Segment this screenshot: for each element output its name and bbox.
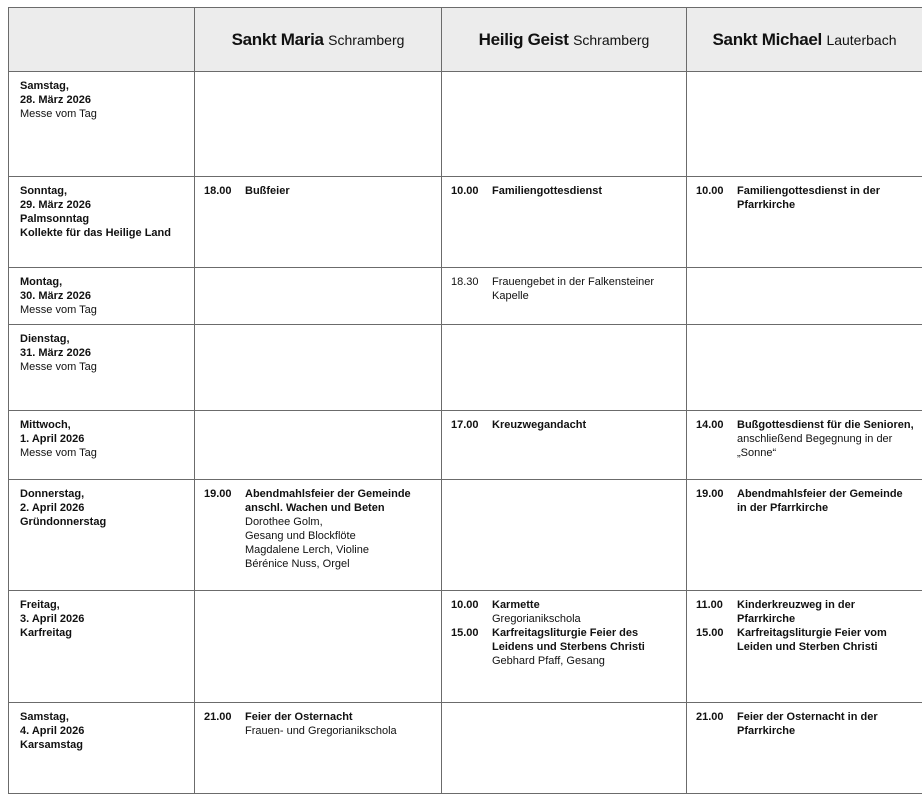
service-cell-content bbox=[195, 325, 441, 332]
date-cell-content bbox=[9, 411, 194, 460]
occasion: Karfreitag bbox=[20, 626, 186, 640]
service-entry bbox=[204, 184, 433, 198]
date: 2. April 2026 bbox=[20, 501, 186, 515]
date: 31. März 2026 bbox=[20, 346, 186, 360]
date-cell-content bbox=[9, 703, 194, 752]
service-cell-geist bbox=[442, 268, 687, 325]
service-entry bbox=[696, 418, 914, 460]
service-title: Bußgottesdienst für die Senioren, bbox=[737, 418, 914, 432]
service-entry bbox=[451, 418, 678, 432]
service-cell-geist bbox=[442, 480, 687, 591]
day-name: Samstag, bbox=[20, 710, 186, 724]
occasion: Gründonnerstag bbox=[20, 515, 186, 529]
service-cell-content bbox=[195, 703, 441, 738]
service-body bbox=[492, 184, 678, 198]
service-cell-content bbox=[687, 325, 922, 332]
service-time: 15.00 bbox=[451, 626, 492, 668]
service-body bbox=[737, 184, 914, 212]
service-cell-content bbox=[687, 177, 922, 212]
mass-note: Messe vom Tag bbox=[20, 303, 186, 317]
service-time: 21.00 bbox=[204, 710, 245, 738]
service-time: 10.00 bbox=[696, 184, 737, 212]
service-cell-content bbox=[195, 591, 441, 598]
service-cell-geist bbox=[442, 703, 687, 794]
service-title: Abendmahlsfeier der Gemeinde in der Pfarrkirche bbox=[737, 487, 914, 515]
day-name: Sonntag, bbox=[20, 184, 186, 198]
church-name: Sankt Michael bbox=[713, 30, 822, 49]
date: 4. April 2026 bbox=[20, 724, 186, 738]
service-time: 15.00 bbox=[696, 626, 737, 654]
service-cell-content bbox=[687, 591, 922, 654]
schedule-table bbox=[8, 7, 922, 794]
service-time: 18.00 bbox=[204, 184, 245, 198]
service-title: Karfreitagsliturgie Feier des Leidens und Sterbens Christi bbox=[492, 626, 678, 654]
day-row bbox=[9, 177, 922, 268]
service-cell-geist bbox=[442, 177, 687, 268]
service-cell-content bbox=[195, 268, 441, 275]
service-cell-content bbox=[442, 703, 686, 710]
date-cell bbox=[9, 268, 195, 325]
service-cell-michael bbox=[687, 480, 922, 591]
service-title: Karmette bbox=[492, 598, 678, 612]
service-cell-content bbox=[687, 268, 922, 275]
service-time: 19.00 bbox=[204, 487, 245, 571]
service-body bbox=[492, 275, 678, 303]
service-title: Kinderkreuzweg in der Pfarrkirche bbox=[737, 598, 914, 626]
service-entry bbox=[696, 626, 914, 654]
date: 28. März 2026 bbox=[20, 93, 186, 107]
service-body bbox=[737, 626, 914, 654]
service-time: 18.30 bbox=[451, 275, 492, 303]
service-cell-content bbox=[442, 325, 686, 332]
service-time: 14.00 bbox=[696, 418, 737, 460]
service-cell-content bbox=[195, 177, 441, 198]
service-body bbox=[245, 184, 433, 198]
service-title: Familiengottesdienst bbox=[492, 184, 678, 198]
service-cell-maria bbox=[195, 591, 442, 703]
service-detail: Dorothee Golm, bbox=[245, 515, 433, 529]
service-entry bbox=[696, 487, 914, 515]
service-cell-maria bbox=[195, 703, 442, 794]
service-cell-geist bbox=[442, 411, 687, 480]
service-title: Abendmahlsfeier der Gemeinde anschl. Wachen und Beten bbox=[245, 487, 433, 515]
date-cell-content bbox=[9, 591, 194, 640]
service-cell-maria bbox=[195, 480, 442, 591]
service-cell-content bbox=[195, 480, 441, 571]
date-cell-content bbox=[9, 72, 194, 121]
mass-note: Messe vom Tag bbox=[20, 107, 186, 121]
date-cell bbox=[9, 325, 195, 411]
service-cell-content bbox=[442, 480, 686, 487]
service-cell-michael bbox=[687, 72, 922, 177]
date-cell bbox=[9, 72, 195, 177]
service-cell-content bbox=[687, 480, 922, 515]
service-title: Feier der Osternacht bbox=[245, 710, 433, 724]
service-cell-michael bbox=[687, 177, 922, 268]
day-row bbox=[9, 72, 922, 177]
service-detail: Frauen- und Gregorianikschola bbox=[245, 724, 433, 738]
service-entry bbox=[204, 710, 433, 738]
service-entry bbox=[696, 710, 914, 738]
service-cell-maria bbox=[195, 325, 442, 411]
service-entry bbox=[451, 626, 678, 668]
service-cell-content bbox=[442, 591, 686, 668]
service-cell-content bbox=[442, 411, 686, 432]
date-cell-content bbox=[9, 268, 194, 317]
service-body bbox=[737, 418, 914, 460]
service-cell-michael bbox=[687, 325, 922, 411]
day-name: Samstag, bbox=[20, 79, 186, 93]
service-title: Bußfeier bbox=[245, 184, 433, 198]
service-body bbox=[737, 598, 914, 626]
occasion: Palmsonntag bbox=[20, 212, 186, 226]
service-entry bbox=[451, 184, 678, 198]
date: 30. März 2026 bbox=[20, 289, 186, 303]
service-body bbox=[737, 487, 914, 515]
service-detail: Gregorianikschola bbox=[492, 612, 678, 626]
service-body bbox=[492, 598, 678, 626]
service-cell-content bbox=[687, 703, 922, 738]
service-title: Familiengottesdienst in der Pfarrkirche bbox=[737, 184, 914, 212]
church-place: Schramberg bbox=[573, 32, 649, 48]
day-row bbox=[9, 325, 922, 411]
header-heilig-geist bbox=[442, 8, 687, 72]
service-cell-geist bbox=[442, 591, 687, 703]
service-entry bbox=[204, 487, 433, 571]
header-row bbox=[9, 8, 922, 72]
service-time: 21.00 bbox=[696, 710, 737, 738]
service-cell-content bbox=[442, 177, 686, 198]
service-detail: Bérénice Nuss, Orgel bbox=[245, 557, 433, 571]
service-cell-maria bbox=[195, 268, 442, 325]
date-cell bbox=[9, 177, 195, 268]
service-title: Karfreitagsliturgie Feier vom Leiden und Sterben Christi bbox=[737, 626, 914, 654]
service-cell-michael bbox=[687, 591, 922, 703]
service-entry bbox=[696, 184, 914, 212]
church-place: Schramberg bbox=[328, 32, 404, 48]
date-cell bbox=[9, 480, 195, 591]
day-row bbox=[9, 591, 922, 703]
service-cell-content bbox=[442, 268, 686, 303]
date-cell-content bbox=[9, 480, 194, 529]
service-cell-michael bbox=[687, 268, 922, 325]
day-name: Montag, bbox=[20, 275, 186, 289]
service-title: Feier der Osternacht in der Pfarrkirche bbox=[737, 710, 914, 738]
service-entry bbox=[451, 598, 678, 626]
service-cell-content bbox=[687, 72, 922, 79]
service-detail: Magdalene Lerch, Violine bbox=[245, 543, 433, 557]
service-time: 10.00 bbox=[451, 598, 492, 626]
day-row bbox=[9, 703, 922, 794]
service-time: 17.00 bbox=[451, 418, 492, 432]
date-cell bbox=[9, 591, 195, 703]
date-cell bbox=[9, 703, 195, 794]
service-cell-maria bbox=[195, 72, 442, 177]
service-cell-content bbox=[195, 411, 441, 418]
church-name: Heilig Geist bbox=[479, 30, 569, 49]
service-time: 19.00 bbox=[696, 487, 737, 515]
day-name: Dienstag, bbox=[20, 332, 186, 346]
collection-note: Kollekte für das Heilige Land bbox=[20, 226, 186, 240]
service-detail: Gesang und Blockflöte bbox=[245, 529, 433, 543]
date: 1. April 2026 bbox=[20, 432, 186, 446]
service-cell-michael bbox=[687, 703, 922, 794]
service-entry bbox=[696, 598, 914, 626]
day-name: Mittwoch, bbox=[20, 418, 186, 432]
service-cell-content bbox=[442, 72, 686, 79]
mass-note: Messe vom Tag bbox=[20, 446, 186, 460]
occasion: Karsamstag bbox=[20, 738, 186, 752]
date: 29. März 2026 bbox=[20, 198, 186, 212]
header-sankt-maria bbox=[195, 8, 442, 72]
date: 3. April 2026 bbox=[20, 612, 186, 626]
service-detail: Gebhard Pfaff, Gesang bbox=[492, 654, 678, 668]
day-row bbox=[9, 480, 922, 591]
service-time: 10.00 bbox=[451, 184, 492, 198]
church-name: Sankt Maria bbox=[232, 30, 324, 49]
day-name: Freitag, bbox=[20, 598, 186, 612]
service-cell-maria bbox=[195, 177, 442, 268]
church-place: Lauterbach bbox=[826, 32, 896, 48]
mass-note: Messe vom Tag bbox=[20, 360, 186, 374]
service-title: Kreuzwegandacht bbox=[492, 418, 678, 432]
service-cell-maria bbox=[195, 411, 442, 480]
service-cell-michael bbox=[687, 411, 922, 480]
service-cell-geist bbox=[442, 72, 687, 177]
service-time: 11.00 bbox=[696, 598, 737, 626]
service-body bbox=[245, 487, 433, 571]
date-cell-content bbox=[9, 325, 194, 374]
header-sankt-michael bbox=[687, 8, 922, 72]
service-body bbox=[492, 626, 678, 668]
service-cell-content bbox=[195, 72, 441, 79]
service-cell-content bbox=[687, 411, 922, 460]
service-body bbox=[492, 418, 678, 432]
service-entry bbox=[451, 275, 678, 303]
day-row bbox=[9, 411, 922, 480]
service-detail: anschließend Begegnung in der „Sonne“ bbox=[737, 432, 914, 460]
date-cell-content bbox=[9, 177, 194, 240]
date-cell bbox=[9, 411, 195, 480]
day-row bbox=[9, 268, 922, 325]
service-body bbox=[245, 710, 433, 738]
service-cell-geist bbox=[442, 325, 687, 411]
service-body bbox=[737, 710, 914, 738]
day-name: Donnerstag, bbox=[20, 487, 186, 501]
header-corner bbox=[9, 8, 195, 72]
service-title: Frauengebet in der Falkensteiner Kapelle bbox=[492, 275, 678, 303]
